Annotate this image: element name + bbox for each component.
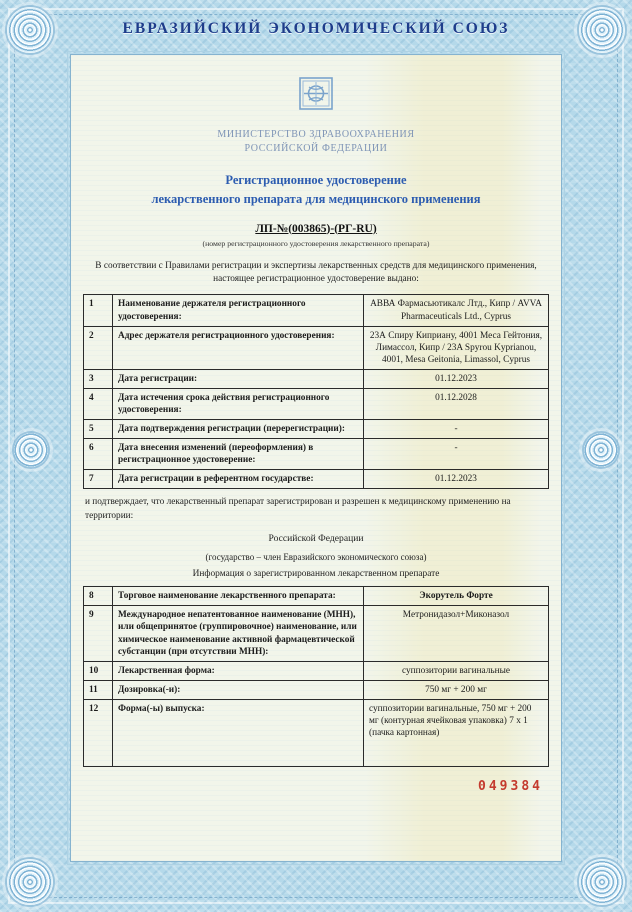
- row-value: -: [364, 439, 549, 470]
- row-number: 5: [84, 420, 113, 439]
- rosette-icon: [14, 433, 48, 467]
- table-row: [84, 606, 549, 661]
- table-row: [84, 388, 549, 419]
- registration-number: ЛП-№(003865)-(РГ-RU): [255, 222, 377, 235]
- row-number: 10: [84, 661, 113, 680]
- territory-name: Российской Федерации: [268, 533, 364, 545]
- row-label: Торговое наименование лекарственного препарата:: [113, 587, 364, 606]
- row-number: 6: [84, 439, 113, 470]
- row-number: 3: [84, 369, 113, 388]
- row-label: Международное непатентованное наименование (МНН), или общепринятое (группировочное) наименование, или химическое наименование активной фармацевтической субстанции (при отсутствии МНН):: [113, 606, 364, 661]
- ministry-emblem-icon: [83, 73, 549, 118]
- rosette-icon: [7, 859, 53, 905]
- product-table: [83, 586, 549, 767]
- row-number: 8: [84, 587, 113, 606]
- row-value: Экорутель Форте: [364, 587, 549, 606]
- row-value: 01.12.2023: [364, 470, 549, 489]
- row-value: 23А Спиру Киприану, 4001 Меса Гейтония, Лимассол, Кипр / 23A Spyrou Kyprianou, 4001, Mesa Geitonia, Limassol, Cyprus: [364, 326, 549, 369]
- rosette-icon: [579, 859, 625, 905]
- table-row: [84, 680, 549, 699]
- ministry-line1: МИНИСТЕРСТВО ЗДРАВООХРАНЕНИЯ: [217, 129, 415, 140]
- row-value: суппозитории вагинальные, 750 мг + 200 мг (контурная ячейковая упаковка) 7 х 1 (пачка картонная): [364, 699, 549, 766]
- row-label: Адрес держателя регистрационного удостоверения:: [113, 326, 364, 369]
- row-value: АВВА Фармасьютикалс Лтд., Кипр / AVVA Pharmaceuticals Ltd., Cyprus: [364, 295, 549, 326]
- rosette-icon: [584, 433, 618, 467]
- row-label: Лекарственная форма:: [113, 661, 364, 680]
- row-number: 9: [84, 606, 113, 661]
- table-row: [84, 369, 549, 388]
- ministry-line2: РОССИЙСКОЙ ФЕДЕРАЦИИ: [244, 142, 388, 154]
- row-label: Наименование держателя регистрационного удостоверения:: [113, 295, 364, 326]
- ministry-name: [83, 128, 549, 155]
- union-title: ЕВРАЗИЙСКИЙ ЭКОНОМИЧЕСКИЙ СОЮЗ: [122, 20, 510, 37]
- row-number: 11: [84, 680, 113, 699]
- certificate-body: [70, 54, 562, 862]
- row-value: 01.12.2028: [364, 388, 549, 419]
- document-title-line2: лекарственного препарата для медицинского применения: [151, 191, 481, 206]
- row-label: Форма(-ы) выпуска:: [113, 699, 364, 766]
- serial-number: 049384: [478, 778, 543, 794]
- row-label: Дозировка(-и):: [113, 680, 364, 699]
- row-label: Дата регистрации в референтном государстве:: [113, 470, 364, 489]
- document-title: [83, 171, 549, 209]
- row-value: Метронидазол+Миконазол: [364, 606, 549, 661]
- table-row: [84, 420, 549, 439]
- table-row: [84, 326, 549, 369]
- row-value: 01.12.2023: [364, 369, 549, 388]
- row-label: Дата регистрации:: [113, 369, 364, 388]
- row-number: 4: [84, 388, 113, 419]
- document-title-line1: Регистрационное удостоверение: [225, 173, 407, 187]
- row-number: 7: [84, 470, 113, 489]
- table-row: [84, 470, 549, 489]
- row-value: суппозитории вагинальные: [364, 661, 549, 680]
- row-label: Дата истечения срока действия регистрационного удостоверения:: [113, 388, 364, 419]
- intro-paragraph: В соответствии с Правилами регистрации и экспертизы лекарственных средств для медицинского применения, настоящее регистрационное удостоверение выдано:: [95, 260, 537, 284]
- row-value: -: [364, 420, 549, 439]
- territory-caption: (государство – член Евразийского экономического союза): [205, 552, 427, 563]
- rosette-icon: [7, 7, 53, 53]
- table-row: [84, 295, 549, 326]
- table-row: [84, 587, 549, 606]
- row-value: 750 мг + 200 мг: [364, 680, 549, 699]
- row-number: 12: [84, 699, 113, 766]
- confirmation-text: и подтверждает, что лекарственный препарат зарегистрирован и разрешен к медицинскому применению на территории:: [85, 497, 511, 521]
- table-row: [84, 661, 549, 680]
- table-row: [84, 439, 549, 470]
- registration-number-caption: (номер регистрационного удостоверения лекарственного препарата): [202, 238, 430, 248]
- rosette-icon: [579, 7, 625, 53]
- product-info-caption: Информация о зарегистрированном лекарственном препарате: [192, 569, 440, 580]
- row-number: 1: [84, 295, 113, 326]
- table-row: [84, 699, 549, 766]
- row-label: Дата подтверждения регистрации (перерегистрации):: [113, 420, 364, 439]
- row-number: 2: [84, 326, 113, 369]
- registration-table: [83, 294, 549, 489]
- row-label: Дата внесения изменений (переоформления) в регистрационное удостоверение:: [113, 439, 364, 470]
